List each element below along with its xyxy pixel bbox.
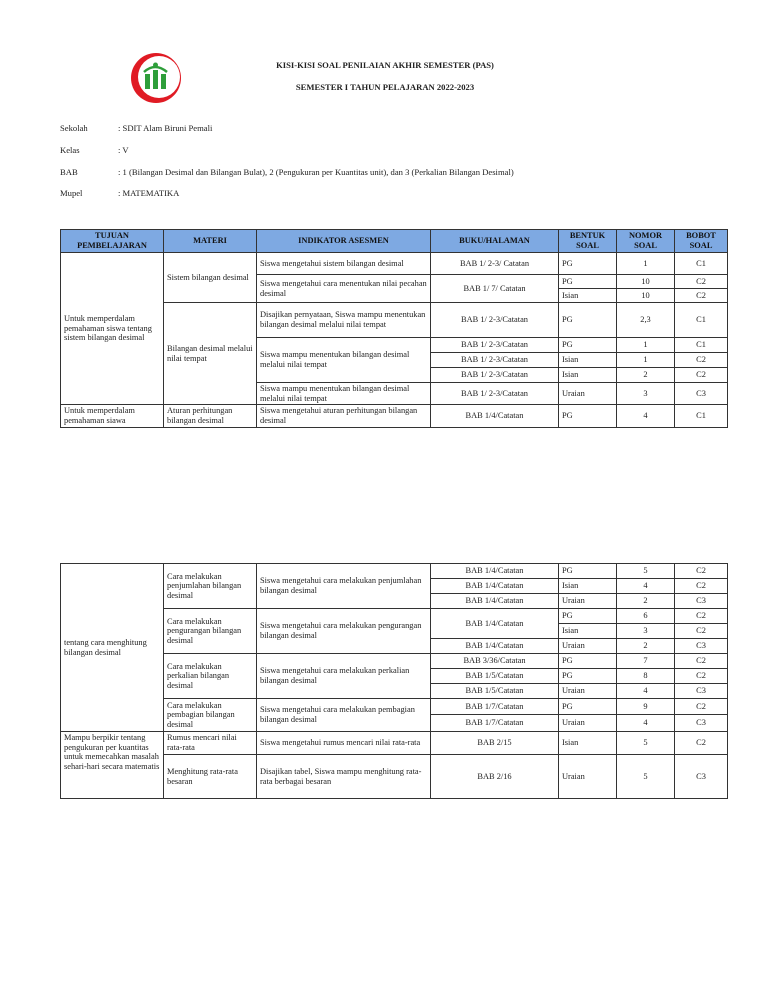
bobot-cell: C3 [675,715,728,732]
bentuk-cell: Isian [559,368,617,383]
bobot-cell: C3 [675,594,728,609]
materi-cell: Cara melakukan pengurangan bilangan desimal [164,609,257,654]
indikator-cell: Siswa mengetahui rumus mencari nilai rata-rata [257,732,431,755]
bentuk-cell: PG [559,564,617,579]
bentuk-cell: Uraian [559,684,617,699]
table-row [61,405,728,427]
indikator-cell: Siswa mampu menentukan bilangan desimal melalui nilai tempat [257,338,431,383]
indikator-cell: Siswa mengetahui cara melakukan pembagian bilangan desimal [257,699,431,732]
table-row [61,253,728,275]
bentuk-cell: Isian [559,353,617,368]
tujuan-cell: Untuk memperdalam pemahaman siswa tentang sistem bilangan desimal [61,253,164,405]
bentuk-cell: Uraian [559,383,617,405]
bentuk-cell: Isian [559,579,617,594]
bobot-cell: C3 [675,639,728,654]
materi-cell: Rumus mencari nilai rata-rata [164,732,257,755]
bobot-cell: C1 [675,405,728,427]
nomor-cell: 2 [617,594,675,609]
bobot-cell: C2 [675,368,728,383]
buku-cell: BAB 1/ 2-3/Catatan [431,303,559,338]
bobot-cell: C2 [675,275,728,289]
bentuk-cell: Isian [559,732,617,755]
buku-cell: BAB 1/ 2-3/Catatan [431,353,559,368]
info-label: BAB [60,167,78,177]
bentuk-cell: PG [559,699,617,715]
info-value: : V [118,145,129,155]
bentuk-cell: Isian [559,289,617,303]
bobot-cell: C1 [675,338,728,353]
header-nomor: NOMOR SOAL [617,230,675,253]
nomor-cell: 3 [617,383,675,405]
nomor-cell: 3 [617,624,675,639]
nomor-cell: 1 [617,353,675,368]
materi-cell: Bilangan desimal melalui nilai tempat [164,303,257,405]
bentuk-cell: Uraian [559,715,617,732]
buku-cell: BAB 1/4/Catatan [431,609,559,639]
indikator-cell: Siswa mampu menentukan bilangan desimal melalui nilai tempat [257,383,431,405]
bobot-cell: C2 [675,699,728,715]
buku-cell: BAB 1/ 2-3/ Catatan [431,253,559,275]
bentuk-cell: Uraian [559,755,617,799]
document-title: KISI-KISI SOAL PENILAIAN AKHIR SEMESTER (PAS) [276,60,494,70]
nomor-cell: 5 [617,564,675,579]
indikator-cell: Siswa mengetahui cara melakukan perkalian bilangan desimal [257,654,431,699]
nomor-cell: 2,3 [617,303,675,338]
bobot-cell: C2 [675,732,728,755]
school-logo-icon [128,50,184,106]
buku-cell: BAB 1/ 2-3/Catatan [431,383,559,405]
materi-cell: Aturan perhitungan bilangan desimal [164,405,257,427]
indikator-cell: Disajikan pernyataan, Siswa mampu menentukan bilangan desimal melalui nilai tempat [257,303,431,338]
bentuk-cell: PG [559,303,617,338]
nomor-cell: 5 [617,732,675,755]
bentuk-cell: PG [559,338,617,353]
buku-cell: BAB 2/16 [431,755,559,799]
nomor-cell: 10 [617,289,675,303]
buku-cell: BAB 3/36/Catatan [431,654,559,669]
nomor-cell: 1 [617,338,675,353]
info-label: Mupel [60,188,83,198]
indikator-cell: Siswa mengetahui cara melakukan penjumlahan bilangan desimal [257,564,431,609]
tujuan-cell: tentang cara menghitung bilangan desimal [61,564,164,732]
kisi-kisi-table-2 [60,563,728,799]
bobot-cell: C2 [675,624,728,639]
buku-cell: BAB 1/ 2-3/Catatan [431,368,559,383]
indikator-cell: Siswa mengetahui cara melakukan pengurangan bilangan desimal [257,609,431,654]
header-indikator: INDIKATOR ASESMEN [257,230,431,253]
buku-cell: BAB 1/4/Catatan [431,579,559,594]
buku-cell: BAB 1/4/Catatan [431,564,559,579]
nomor-cell: 4 [617,715,675,732]
nomor-cell: 4 [617,405,675,427]
buku-cell: BAB 1/ 7/ Catatan [431,275,559,303]
kisi-kisi-table-1 [60,229,728,428]
table-row [61,564,728,579]
nomor-cell: 2 [617,368,675,383]
bentuk-cell: Isian [559,624,617,639]
indikator-cell: Siswa mengetahui aturan perhitungan bilangan desimal [257,405,431,427]
bentuk-cell: PG [559,669,617,684]
buku-cell: BAB 1/4/Catatan [431,639,559,654]
materi-cell: Cara melakukan pembagian bilangan desimal [164,699,257,732]
bobot-cell: C2 [675,353,728,368]
buku-cell: BAB 1/ 2-3/Catatan [431,338,559,353]
nomor-cell: 7 [617,654,675,669]
header-materi: MATERI [164,230,257,253]
nomor-cell: 2 [617,639,675,654]
nomor-cell: 9 [617,699,675,715]
info-value: : SDIT Alam Biruni Pemali [118,123,213,133]
document-subtitle: SEMESTER I TAHUN PELAJARAN 2022-2023 [295,82,475,92]
buku-cell: BAB 1/4/Catatan [431,405,559,427]
buku-cell: BAB 1/7/Catatan [431,699,559,715]
bobot-cell: C3 [675,383,728,405]
bobot-cell: C1 [675,303,728,338]
tujuan-cell: Untuk memperdalam pemahaman siawa [61,405,164,427]
bobot-cell: C1 [675,253,728,275]
bentuk-cell: PG [559,253,617,275]
bentuk-cell: PG [559,609,617,624]
bentuk-cell: Uraian [559,639,617,654]
table-header-row [61,230,728,253]
indikator-cell: Disajikan tabel, Siswa mampu menghitung rata-rata berbagai besaran [257,755,431,799]
table-row [61,732,728,755]
nomor-cell: 5 [617,755,675,799]
nomor-cell: 10 [617,275,675,289]
nomor-cell: 6 [617,609,675,624]
buku-cell: BAB 1/5/Catatan [431,684,559,699]
bentuk-cell: Uraian [559,594,617,609]
bentuk-cell: PG [559,654,617,669]
nomor-cell: 8 [617,669,675,684]
header-bentuk: BENTUK SOAL [559,230,617,253]
materi-cell: Cara melakukan perkalian bilangan desimal [164,654,257,699]
header-bobot: BOBOT SOAL [675,230,728,253]
buku-cell: BAB 1/7/Catatan [431,715,559,732]
info-value: : 1 (Bilangan Desimal dan Bilangan Bulat), 2 (Pengukuran per Kuantitas unit), dan 3 (Perkalian Bilangan Desimal) [118,167,514,177]
bobot-cell: C2 [675,669,728,684]
info-label: Kelas [60,145,80,155]
indikator-cell: Siswa mengetahui sistem bilangan desimal [257,253,431,275]
materi-cell: Sistem bilangan desimal [164,253,257,303]
bobot-cell: C3 [675,755,728,799]
tujuan-cell: Mampu berpikir tentang pengukuran per kuantitas untuk memecahkan masalah sehari-hari secara matematis [61,732,164,799]
buku-cell: BAB 2/15 [431,732,559,755]
bentuk-cell: PG [559,405,617,427]
bobot-cell: C3 [675,684,728,699]
header-tujuan: TUJUAN PEMBELAJARAN [61,230,164,253]
info-value: : MATEMATIKA [118,188,180,198]
bobot-cell: C2 [675,654,728,669]
materi-cell: Cara melakukan penjumlahan bilangan desimal [164,564,257,609]
materi-cell: Menghitung rata-rata besaran [164,755,257,799]
nomor-cell: 1 [617,253,675,275]
header-buku: BUKU/HALAMAN [431,230,559,253]
nomor-cell: 4 [617,684,675,699]
bobot-cell: C2 [675,564,728,579]
nomor-cell: 4 [617,579,675,594]
info-label: Sekolah [60,123,88,133]
buku-cell: BAB 1/5/Catatan [431,669,559,684]
bobot-cell: C2 [675,579,728,594]
indikator-cell: Siswa mengetahui cara menentukan nilai pecahan desimal [257,275,431,303]
bentuk-cell: PG [559,275,617,289]
bobot-cell: C2 [675,609,728,624]
buku-cell: BAB 1/4/Catatan [431,594,559,609]
bobot-cell: C2 [675,289,728,303]
